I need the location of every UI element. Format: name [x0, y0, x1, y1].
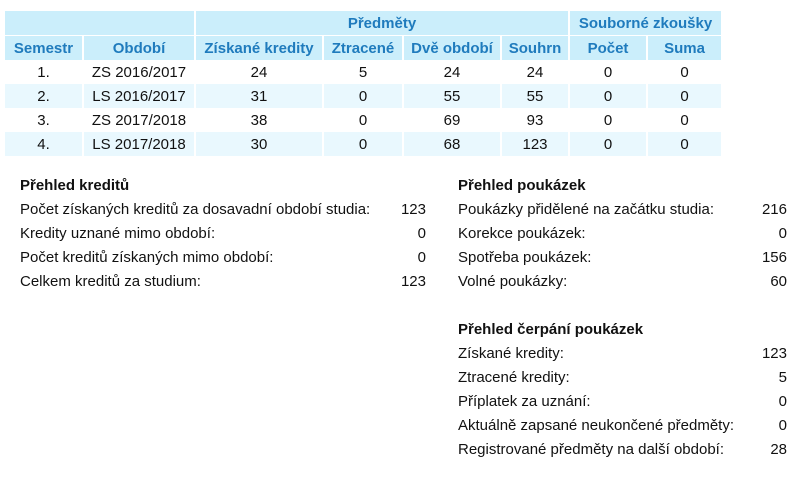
vouchers-overview-value: 60 — [770, 273, 787, 290]
cell-two-periods: 69 — [403, 108, 501, 132]
column-header-lost: Ztracené — [323, 36, 403, 61]
voucher-usage-overview-row — [458, 438, 787, 462]
column-header-total: Souhrn — [501, 36, 569, 61]
voucher-usage-overview-label: Příplatek za uznání: — [458, 393, 591, 410]
vouchers-overview-title: Přehled poukázek — [458, 177, 586, 194]
cell-semester: 1. — [5, 60, 83, 84]
cell-sum: 0 — [647, 132, 721, 156]
cell-period: LS 2016/2017 — [83, 84, 195, 108]
cell-count: 0 — [569, 108, 647, 132]
voucher-usage-overview-label: Získané kredity: — [458, 345, 564, 362]
group-header-comprehensive-exams: Souborné zkoušky — [569, 11, 721, 36]
column-header-count: Počet — [569, 36, 647, 61]
vouchers-overview-value: 216 — [761, 201, 787, 218]
cell-credits-earned: 38 — [195, 108, 323, 132]
voucher-usage-overview-value: 123 — [761, 345, 787, 362]
credits-overview-value: 123 — [400, 273, 426, 290]
voucher-usage-overview-label: Ztracené kredity: — [458, 369, 570, 386]
group-header-subjects: Předměty — [195, 11, 569, 36]
cell-semester: 2. — [5, 84, 83, 108]
voucher-usage-overview-value: 28 — [770, 441, 787, 458]
credits-overview-label: Počet kreditů získaných mimo období: — [20, 249, 274, 266]
cell-lost: 0 — [323, 84, 403, 108]
column-header-two-periods: Dvě období — [403, 36, 501, 61]
vouchers-overview-label: Volné poukázky: — [458, 273, 568, 290]
cell-semester: 3. — [5, 108, 83, 132]
credits-overview-row — [20, 198, 426, 222]
vouchers-overview-row — [458, 246, 787, 270]
cell-credits-earned: 30 — [195, 132, 323, 156]
cell-count: 0 — [569, 132, 647, 156]
voucher-usage-overview-row — [458, 390, 787, 414]
vouchers-overview-row — [458, 222, 787, 246]
table-column-header-row — [5, 36, 721, 61]
vouchers-overview-value: 156 — [761, 249, 787, 266]
voucher-usage-overview-row — [458, 342, 787, 366]
cell-period: ZS 2017/2018 — [83, 108, 195, 132]
voucher-usage-overview-value: 0 — [778, 417, 787, 434]
vouchers-overview-label: Spotřeba poukázek: — [458, 249, 592, 266]
table-row — [5, 60, 721, 84]
credits-overview-value: 0 — [417, 249, 426, 266]
voucher-usage-overview-value: 0 — [778, 393, 787, 410]
credits-overview-row — [20, 222, 426, 246]
voucher-usage-overview-label: Aktuálně zapsané neukončené předměty: — [458, 417, 735, 434]
vouchers-overview-label: Poukázky přidělené na začátku studia: — [458, 201, 714, 218]
cell-credits-earned: 31 — [195, 84, 323, 108]
credits-overview-section — [20, 174, 426, 294]
cell-total: 55 — [501, 84, 569, 108]
table-group-header-blank — [5, 11, 195, 36]
cell-two-periods: 55 — [403, 84, 501, 108]
column-header-period: Období — [83, 36, 195, 61]
cell-credits-earned: 24 — [195, 60, 323, 84]
cell-lost: 0 — [323, 132, 403, 156]
vouchers-overview-section — [458, 174, 787, 294]
cell-sum: 0 — [647, 108, 721, 132]
credits-overview-title: Přehled kreditů — [20, 177, 130, 194]
cell-two-periods: 68 — [403, 132, 501, 156]
credits-overview-row — [20, 246, 426, 270]
column-header-sum: Suma — [647, 36, 721, 61]
voucher-usage-overview-row — [458, 414, 787, 438]
voucher-usage-overview-section — [458, 318, 787, 462]
credits-overview-value: 123 — [400, 201, 426, 218]
voucher-usage-overview-row — [458, 366, 787, 390]
cell-period: ZS 2016/2017 — [83, 60, 195, 84]
credits-overview-label: Celkem kreditů za studium: — [20, 273, 201, 290]
voucher-usage-overview-label: Registrované předměty na další období: — [458, 441, 724, 458]
cell-lost: 5 — [323, 60, 403, 84]
cell-lost: 0 — [323, 108, 403, 132]
cell-semester: 4. — [5, 132, 83, 156]
semester-table — [5, 11, 721, 156]
table-row — [5, 108, 721, 132]
credits-overview-value: 0 — [417, 225, 426, 242]
credits-overview-label: Kredity uznané mimo období: — [20, 225, 216, 242]
voucher-usage-overview-value: 5 — [778, 369, 787, 386]
vouchers-overview-value: 0 — [778, 225, 787, 242]
table-row — [5, 84, 721, 108]
voucher-usage-overview-title: Přehled čerpání poukázek — [458, 321, 644, 338]
cell-period: LS 2017/2018 — [83, 132, 195, 156]
credits-overview-label: Počet získaných kreditů za dosavadní období studia: — [20, 201, 371, 218]
column-header-semester: Semestr — [5, 36, 83, 61]
cell-sum: 0 — [647, 84, 721, 108]
table-row — [5, 132, 721, 156]
credits-overview-row — [20, 270, 426, 294]
cell-total: 93 — [501, 108, 569, 132]
cell-sum: 0 — [647, 60, 721, 84]
cell-count: 0 — [569, 84, 647, 108]
vouchers-overview-row — [458, 270, 787, 294]
table-group-header-row — [5, 11, 721, 36]
column-header-credits-earned: Získané kredity — [195, 36, 323, 61]
vouchers-overview-row — [458, 198, 787, 222]
cell-two-periods: 24 — [403, 60, 501, 84]
vouchers-overview-label: Korekce poukázek: — [458, 225, 586, 242]
cell-total: 24 — [501, 60, 569, 84]
cell-count: 0 — [569, 60, 647, 84]
cell-total: 123 — [501, 132, 569, 156]
